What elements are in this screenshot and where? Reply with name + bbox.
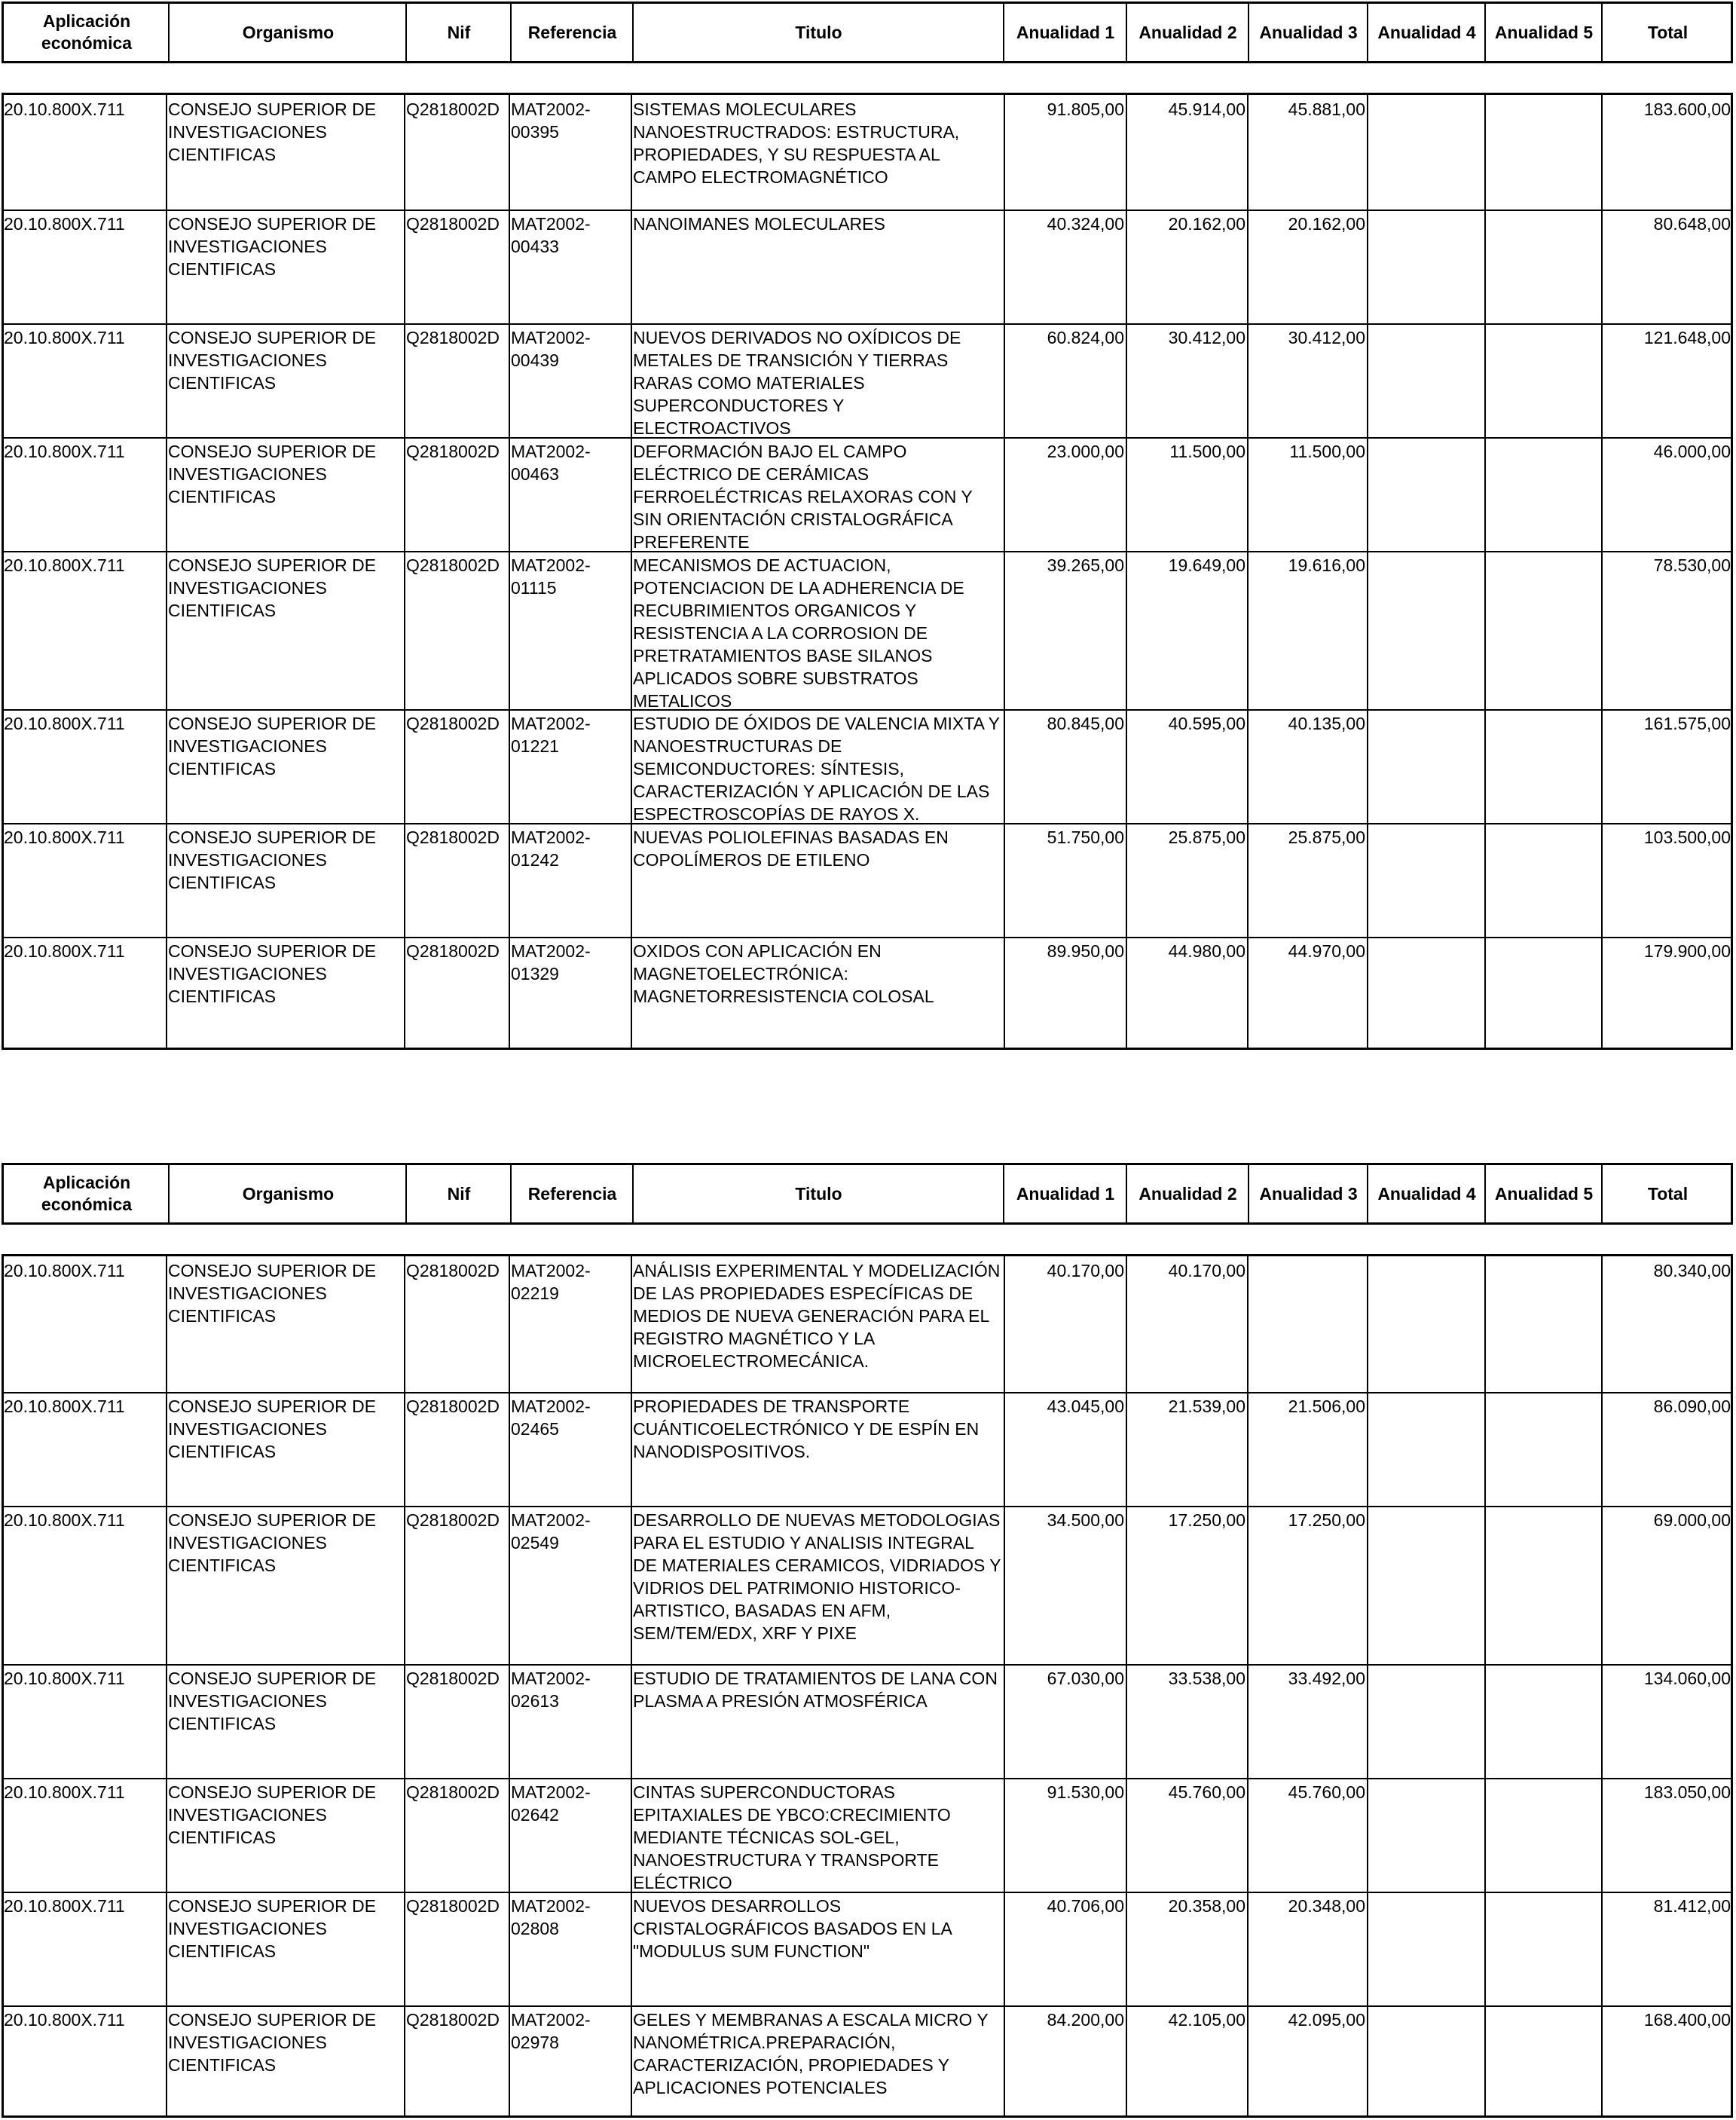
cell-nif: Q2818002D	[406, 1896, 500, 1916]
cell-anualidad-2: 45.760,00	[1168, 1782, 1245, 1802]
cell-anualidad-2: 19.649,00	[1168, 555, 1245, 575]
cell-organismo: CONSEJO SUPERIOR DE INVESTIGACIONES CIENTIFICAS	[168, 442, 377, 506]
cell-total: 78.530,00	[1653, 555, 1731, 575]
cell-aplicacion: 20.10.800X.711	[4, 941, 125, 961]
table-row	[4, 1256, 1731, 1393]
cell-anualidad-3: 20.348,00	[1288, 1896, 1365, 1916]
cell-titulo: MECANISMOS DE ACTUACION, POTENCIACION DE LA ADHERENCIA DE RECUBRIMIENTOS ORGANICOS Y RESISTENCIA A LA CORROSION DE PRETRATAMIENTOS BASE SILANOS APLICADOS SOBRE SUBSTRATOS METALICOS	[633, 555, 964, 711]
table-row	[4, 709, 1731, 824]
table-row	[4, 437, 1731, 552]
cell-referencia: MAT2002-01115	[511, 555, 591, 598]
header-anualidad-1: Anualidad 1	[1016, 22, 1115, 42]
header-organismo: Organismo	[242, 22, 335, 42]
cell-nif: Q2818002D	[406, 555, 500, 575]
cell-anualidad-1: 80.845,00	[1047, 714, 1124, 733]
cell-anualidad-2: 20.358,00	[1168, 1896, 1245, 1916]
header-anualidad-4: Anualidad 4	[1377, 22, 1476, 42]
cell-organismo: CONSEJO SUPERIOR DE INVESTIGACIONES CIENTIFICAS	[168, 1896, 377, 1961]
cell-total: 134.060,00	[1643, 1669, 1731, 1688]
cell-anualidad-3: 42.095,00	[1288, 2010, 1365, 2030]
cell-referencia: MAT2002-02465	[511, 1397, 591, 1439]
cell-organismo: CONSEJO SUPERIOR DE INVESTIGACIONES CIENTIFICAS	[168, 1782, 377, 1847]
cell-organismo: CONSEJO SUPERIOR DE INVESTIGACIONES CIENTIFICAS	[168, 214, 377, 279]
cell-aplicacion: 20.10.800X.711	[4, 2010, 125, 2030]
table-body-1	[2, 93, 1733, 1050]
cell-total: 69.000,00	[1653, 1510, 1731, 1530]
cell-total: 161.575,00	[1643, 714, 1731, 733]
cell-anualidad-1: 23.000,00	[1047, 442, 1124, 461]
cell-anualidad-2: 42.105,00	[1168, 2010, 1245, 2030]
cell-anualidad-2: 17.250,00	[1168, 1510, 1245, 1530]
cell-organismo: CONSEJO SUPERIOR DE INVESTIGACIONES CIENTIFICAS	[168, 828, 377, 892]
cell-anualidad-2: 45.914,00	[1168, 99, 1245, 119]
cell-nif: Q2818002D	[406, 2010, 500, 2030]
cell-anualidad-3: 17.250,00	[1288, 1510, 1365, 1530]
cell-anualidad-3: 30.412,00	[1288, 328, 1365, 347]
table-row	[4, 551, 1731, 711]
cell-aplicacion: 20.10.800X.711	[4, 214, 125, 234]
cell-anualidad-1: 39.265,00	[1047, 555, 1124, 575]
cell-titulo: DESARROLLO DE NUEVAS METODOLOGIAS PARA EL ESTUDIO Y ANALISIS INTEGRAL DE MATERIALES CERAMICOS, VIDRIADOS Y VIDRIOS DEL PATRIMONIO HISTORICO-ARTISTICO, BASADAS EN AFM, SEM/TEM/EDX, XRF Y PIXE	[633, 1510, 1001, 1643]
cell-titulo: NUEVOS DESARROLLOS CRISTALOGRÁFICOS BASADOS EN LA "MODULUS SUM FUNCTION"	[633, 1896, 952, 1961]
cell-anualidad-3: 20.162,00	[1288, 214, 1365, 234]
header-total: Total	[1647, 22, 1689, 42]
cell-nif: Q2818002D	[406, 828, 500, 847]
cell-organismo: CONSEJO SUPERIOR DE INVESTIGACIONES CIENTIFICAS	[168, 1510, 377, 1575]
cell-referencia: MAT2002-02808	[511, 1896, 591, 1938]
table-header-2	[2, 1163, 1733, 1225]
table-row	[4, 95, 1731, 211]
cell-anualidad-1: 84.200,00	[1047, 2010, 1124, 2030]
cell-titulo: ESTUDIO DE ÓXIDOS DE VALENCIA MIXTA Y NANOESTRUCTURAS DE SEMICONDUCTORES: SÍNTESIS, CARACTERIZACIÓN Y APLICACIÓN DE LAS ESPECTROSCOPÍAS DE RAYOS X.	[633, 714, 1000, 824]
cell-anualidad-2: 40.595,00	[1168, 714, 1245, 733]
cell-anualidad-2: 40.170,00	[1168, 1261, 1245, 1280]
cell-nif: Q2818002D	[406, 214, 500, 234]
table-row	[4, 823, 1731, 938]
cell-total: 179.900,00	[1643, 941, 1731, 961]
header-titulo: Titulo	[795, 1183, 842, 1204]
cell-anualidad-3: 45.881,00	[1288, 99, 1365, 119]
header-aplicacion: Aplicación económica	[41, 1173, 133, 1214]
cell-total: 121.648,00	[1643, 328, 1731, 347]
cell-anualidad-2: 33.538,00	[1168, 1669, 1245, 1688]
cell-aplicacion: 20.10.800X.711	[4, 828, 125, 847]
cell-titulo: NUEVOS DERIVADOS NO OXÍDICOS DE METALES DE TRANSICIÓN Y TIERRAS RARAS COMO MATERIALES SUPERCONDUCTORES Y ELECTROACTIVOS	[633, 328, 961, 438]
cell-organismo: CONSEJO SUPERIOR DE INVESTIGACIONES CIENTIFICAS	[168, 714, 377, 779]
cell-nif: Q2818002D	[406, 1669, 500, 1688]
cell-nif: Q2818002D	[406, 1397, 500, 1416]
cell-anualidad-3: 33.492,00	[1288, 1669, 1365, 1688]
cell-aplicacion: 20.10.800X.711	[4, 1510, 125, 1530]
cell-nif: Q2818002D	[406, 99, 500, 119]
cell-nif: Q2818002D	[406, 941, 500, 961]
cell-aplicacion: 20.10.800X.711	[4, 1782, 125, 1802]
cell-anualidad-1: 89.950,00	[1047, 941, 1124, 961]
header-referencia: Referencia	[527, 22, 617, 42]
cell-referencia: MAT2002-00433	[511, 214, 591, 256]
cell-referencia: MAT2002-02549	[511, 1510, 591, 1553]
header-total: Total	[1647, 1183, 1689, 1204]
cell-total: 168.400,00	[1643, 2010, 1731, 2030]
table-row	[4, 1892, 1731, 2007]
cell-aplicacion: 20.10.800X.711	[4, 1669, 125, 1688]
cell-anualidad-3: 44.970,00	[1288, 941, 1365, 961]
table-row	[4, 1506, 1731, 1666]
header-anualidad-2: Anualidad 2	[1138, 22, 1237, 42]
cell-anualidad-1: 40.324,00	[1047, 214, 1124, 234]
cell-aplicacion: 20.10.800X.711	[4, 1261, 125, 1280]
cell-anualidad-1: 43.045,00	[1047, 1397, 1124, 1416]
cell-titulo: GELES Y MEMBRANAS A ESCALA MICRO Y NANOMÉTRICA.PREPARACIÓN, CARACTERIZACIÓN, PROPIEDADES Y APLICACIONES POTENCIALES	[633, 2010, 989, 2097]
cell-referencia: MAT2002-02978	[511, 2010, 591, 2052]
cell-organismo: CONSEJO SUPERIOR DE INVESTIGACIONES CIENTIFICAS	[168, 328, 377, 393]
header-anualidad-1: Anualidad 1	[1016, 1183, 1115, 1204]
header-anualidad-5: Anualidad 5	[1494, 1183, 1594, 1204]
cell-anualidad-1: 67.030,00	[1047, 1669, 1124, 1688]
cell-organismo: CONSEJO SUPERIOR DE INVESTIGACIONES CIENTIFICAS	[168, 99, 377, 164]
header-anualidad-3: Anualidad 3	[1259, 1183, 1358, 1204]
header-nif: Nif	[447, 1183, 471, 1204]
cell-anualidad-2: 30.412,00	[1168, 328, 1245, 347]
cell-referencia: MAT2002-01242	[511, 828, 591, 870]
cell-nif: Q2818002D	[406, 714, 500, 733]
cell-titulo: NANOIMANES MOLECULARES	[633, 214, 885, 234]
cell-total: 183.600,00	[1643, 99, 1731, 119]
cell-total: 86.090,00	[1653, 1397, 1731, 1416]
cell-referencia: MAT2002-00463	[511, 442, 591, 484]
cell-titulo: OXIDOS CON APLICACIÓN EN MAGNETOELECTRÓNICA: MAGNETORRESISTENCIA COLOSAL	[633, 941, 934, 1006]
cell-anualidad-1: 40.706,00	[1047, 1896, 1124, 1916]
cell-anualidad-1: 91.530,00	[1047, 1782, 1124, 1802]
table-row	[4, 1392, 1731, 1507]
cell-referencia: MAT2002-01221	[511, 714, 591, 756]
cell-titulo: PROPIEDADES DE TRANSPORTE CUÁNTICOELECTRÓNICO Y DE ESPÍN EN NANODISPOSITIVOS.	[633, 1397, 980, 1461]
cell-anualidad-1: 91.805,00	[1047, 99, 1124, 119]
cell-aplicacion: 20.10.800X.711	[4, 555, 125, 575]
cell-organismo: CONSEJO SUPERIOR DE INVESTIGACIONES CIENTIFICAS	[168, 1397, 377, 1461]
cell-referencia: MAT2002-02613	[511, 1669, 591, 1711]
cell-total: 103.500,00	[1643, 828, 1731, 847]
table-row	[4, 1664, 1731, 1779]
cell-nif: Q2818002D	[406, 442, 500, 461]
table-header-1	[2, 2, 1733, 63]
table-row	[4, 2005, 1731, 2115]
header-anualidad-5: Anualidad 5	[1494, 22, 1594, 42]
cell-aplicacion: 20.10.800X.711	[4, 99, 125, 119]
cell-anualidad-2: 11.500,00	[1169, 442, 1245, 461]
cell-nif: Q2818002D	[406, 328, 500, 347]
cell-nif: Q2818002D	[406, 1261, 500, 1280]
cell-total: 183.050,00	[1643, 1782, 1731, 1802]
cell-total: 81.412,00	[1653, 1896, 1731, 1916]
cell-anualidad-2: 44.980,00	[1168, 941, 1245, 961]
cell-anualidad-1: 60.824,00	[1047, 328, 1124, 347]
cell-anualidad-1: 34.500,00	[1047, 1510, 1124, 1530]
header-anualidad-2: Anualidad 2	[1138, 1183, 1237, 1204]
cell-titulo: CINTAS SUPERCONDUCTORAS EPITAXIALES DE YBCO:CRECIMIENTO MEDIANTE TÉCNICAS SOL-GEL, NANOESTRUCTURA Y TRANSPORTE ELÉCTRICO	[633, 1782, 951, 1892]
cell-nif: Q2818002D	[406, 1782, 500, 1802]
cell-anualidad-3: 25.875,00	[1288, 828, 1365, 847]
header-referencia: Referencia	[527, 1183, 617, 1204]
cell-aplicacion: 20.10.800X.711	[4, 328, 125, 347]
cell-titulo: ESTUDIO DE TRATAMIENTOS DE LANA CON PLASMA A PRESIÓN ATMOSFÉRICA	[633, 1669, 998, 1711]
table-row	[4, 210, 1731, 325]
header-anualidad-3: Anualidad 3	[1259, 22, 1358, 42]
table-row	[4, 937, 1731, 1050]
cell-referencia: MAT2002-00439	[511, 328, 591, 370]
cell-organismo: CONSEJO SUPERIOR DE INVESTIGACIONES CIENTIFICAS	[168, 1261, 377, 1326]
table-body-2	[2, 1254, 1733, 2118]
header-nif: Nif	[447, 22, 471, 42]
cell-titulo: SISTEMAS MOLECULARES NANOESTRUCTRADOS: ESTRUCTURA, PROPIEDADES, Y SU RESPUESTA AL CAMPO ELECTROMAGNÉTICO	[633, 99, 960, 187]
table-row	[4, 323, 1731, 439]
cell-organismo: CONSEJO SUPERIOR DE INVESTIGACIONES CIENTIFICAS	[168, 941, 377, 1006]
cell-aplicacion: 20.10.800X.711	[4, 1397, 125, 1416]
cell-anualidad-3: 45.760,00	[1288, 1782, 1365, 1802]
table-row	[4, 1778, 1731, 1893]
cell-titulo: DEFORMACIÓN BAJO EL CAMPO ELÉCTRICO DE CERÁMICAS FERROELÉCTRICAS RELAXORAS CON Y SIN ORIENTACIÓN CRISTALOGRÁFICA PREFERENTE	[633, 442, 973, 552]
cell-organismo: CONSEJO SUPERIOR DE INVESTIGACIONES CIENTIFICAS	[168, 555, 377, 620]
cell-total: 80.648,00	[1653, 214, 1731, 234]
cell-referencia: MAT2002-00395	[511, 99, 591, 142]
cell-anualidad-2: 21.539,00	[1168, 1397, 1245, 1416]
cell-total: 46.000,00	[1653, 442, 1731, 461]
cell-aplicacion: 20.10.800X.711	[4, 714, 125, 733]
header-titulo: Titulo	[795, 22, 842, 42]
cell-anualidad-1: 51.750,00	[1047, 828, 1124, 847]
cell-organismo: CONSEJO SUPERIOR DE INVESTIGACIONES CIENTIFICAS	[168, 2010, 377, 2075]
cell-aplicacion: 20.10.800X.711	[4, 442, 125, 461]
cell-anualidad-3: 40.135,00	[1288, 714, 1365, 733]
header-aplicacion: Aplicación económica	[41, 11, 133, 53]
cell-aplicacion: 20.10.800X.711	[4, 1896, 125, 1916]
cell-referencia: MAT2002-02219	[511, 1261, 591, 1303]
cell-organismo: CONSEJO SUPERIOR DE INVESTIGACIONES CIENTIFICAS	[168, 1669, 377, 1733]
cell-nif: Q2818002D	[406, 1510, 500, 1530]
cell-referencia: MAT2002-01329	[511, 941, 591, 984]
cell-titulo: NUEVAS POLIOLEFINAS BASADAS EN COPOLÍMEROS DE ETILENO	[633, 828, 949, 870]
cell-anualidad-3: 19.616,00	[1288, 555, 1365, 575]
cell-anualidad-1: 40.170,00	[1047, 1261, 1124, 1280]
cell-anualidad-2: 20.162,00	[1168, 214, 1245, 234]
cell-anualidad-2: 25.875,00	[1168, 828, 1245, 847]
cell-total: 80.340,00	[1653, 1261, 1731, 1280]
cell-titulo: ANÁLISIS EXPERIMENTAL Y MODELIZACIÓN DE LAS PROPIEDADES ESPECÍFICAS DE MEDIOS DE NUEVA GENERACIÓN PARA EL REGISTRO MAGNÉTICO Y LA MICROELECTROMECÁNICA.	[633, 1261, 1001, 1371]
cell-anualidad-3: 11.500,00	[1289, 442, 1365, 461]
cell-referencia: MAT2002-02642	[511, 1782, 591, 1825]
cell-anualidad-3: 21.506,00	[1288, 1397, 1365, 1416]
header-anualidad-4: Anualidad 4	[1377, 1183, 1476, 1204]
header-organismo: Organismo	[242, 1183, 335, 1204]
